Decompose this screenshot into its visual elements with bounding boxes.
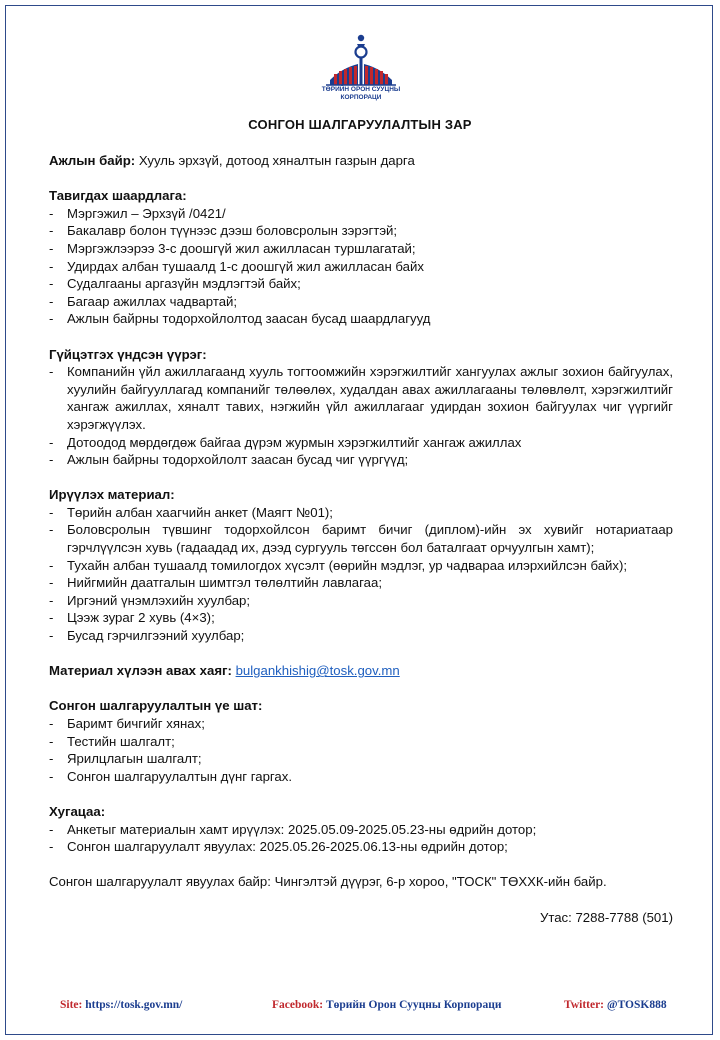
document-body bbox=[49, 152, 673, 926]
deadline-list bbox=[49, 821, 673, 856]
list-item: - Цээж зураг 2 хувь (4×3); bbox=[49, 609, 673, 627]
list-item: - Сонгон шалгаруулалтын дүнг гаргах. bbox=[49, 768, 673, 786]
duties-list bbox=[49, 363, 673, 469]
footer-twitter[interactable] bbox=[564, 999, 667, 1011]
footer-facebook-value: Төрийн Орон Сууцны Корпораци bbox=[323, 999, 502, 1011]
document-title: СОНГОН ШАЛГАРУУЛАЛТЫН ЗАР bbox=[248, 117, 472, 132]
phone-number: Утас: 7288-7788 (501) bbox=[539, 909, 673, 925]
contact-email-link[interactable]: bulgankhishig@tosk.gov.mn bbox=[235, 663, 400, 679]
list-item: - Удирдах албан тушаалд 1-с доошгүй жил ажилласан байх bbox=[49, 258, 673, 276]
list-item: - Иргэний үнэмлэхийн хуулбар; bbox=[49, 592, 673, 610]
requirements-heading: Тавигдах шаардлага: bbox=[49, 188, 187, 204]
footer-site-value: https://tosk.gov.mn/ bbox=[82, 999, 183, 1011]
list-item: - Баримт бичгийг хянах; bbox=[49, 715, 673, 733]
stages-heading: Сонгон шалгаруулалтын үе шат: bbox=[49, 698, 263, 714]
list-item: - Боловсролын түвшинг тодорхойлсон баримт бичиг (диплом)-ийн эх хувийг нотариатаар гэрчлүүлсэн хувь (гадаадад их, дээд сургууль төгссөн бол баталгаат орчуулгын хамт); bbox=[49, 521, 673, 556]
position-label: Ажлын байр: bbox=[49, 153, 136, 168]
footer-site-label: Site: bbox=[60, 999, 83, 1011]
list-item: - Сонгон шалгаруулалт явуулах: 2025.05.26-2025.06.13-ны өдрийн дотор; bbox=[49, 838, 673, 856]
requirements-list bbox=[49, 205, 673, 328]
list-item: - Ярилцлагын шалгалт; bbox=[49, 750, 673, 768]
list-item: - Нийгмийн даатгалын шимтгэл төлөлтийн лавлагаа; bbox=[49, 574, 673, 592]
footer-facebook-label: Facebook: bbox=[272, 999, 324, 1011]
footer-site[interactable] bbox=[60, 999, 182, 1011]
materials-list bbox=[49, 504, 673, 645]
deadline-heading: Хугацаа: bbox=[49, 803, 106, 819]
list-item: - Тухайн албан тушаалд томилогдох хүсэлт (өөрийн мэдлэг, ур чадвараа илэрхийлсэн байх); bbox=[49, 557, 673, 575]
logo-caption-line2: КОРПОРАЦИ bbox=[340, 94, 382, 101]
stages-list bbox=[49, 715, 673, 785]
list-item: - Багаар ажиллах чадвартай; bbox=[49, 293, 673, 311]
list-item: - Мэргэжил – Эрхзүй /0421/ bbox=[49, 205, 673, 223]
footer-twitter-label: Twitter: bbox=[564, 999, 605, 1011]
list-item: - Дотоодод мөрдөгдөж байгаа дүрэм журмын хэрэгжилтийг хангаж ажиллах bbox=[49, 434, 673, 452]
materials-heading: Ирүүлэх материал: bbox=[49, 487, 175, 503]
list-item: - Ажлын байрны тодорхойлолт заасан бусад чиг үүргүүд; bbox=[49, 451, 673, 469]
position-value: Хууль эрхзүй, дотоод хяналтын газрын дарга bbox=[135, 153, 415, 168]
list-item: - Ажлын байрны тодорхойлолтод заасан бусад шаардлагууд bbox=[49, 310, 673, 328]
contact-line bbox=[49, 662, 673, 680]
list-item: - Мэргэжлээрээ 3-с доошгүй жил ажилласан туршлагатай; bbox=[49, 240, 673, 258]
footer bbox=[0, 999, 720, 1017]
logo-caption-line1: ТӨРИЙН ОРОН СУУЦНЫ bbox=[321, 86, 401, 93]
list-item: - Компанийн үйл ажиллагаанд хууль тогтоомжийн хэрэгжилтийг хангуулах ажлыг зохион байгуулах, хуулийн байгууллагад компанийг төлөөлөх, худалдан авах ажиллагааны төлөвлөлт, хэрэгжилтийг хангаж ажиллах, хяналт тавих, нэгжийн үйл ажиллагааг удирдан зохион байгуулах чиг үүргийг хэрэгжүүлэх. bbox=[49, 363, 673, 433]
footer-facebook[interactable] bbox=[272, 999, 501, 1011]
position-line bbox=[49, 152, 673, 170]
list-item: - Анкетыг материалын хамт ирүүлэх: 2025.05.09-2025.05.23-ны өдрийн дотор; bbox=[49, 821, 673, 839]
duties-heading: Гүйцэтгэх үндсэн үүрэг: bbox=[49, 346, 207, 362]
contact-label: Материал хүлээн авах хаяг: bbox=[49, 663, 232, 679]
list-item: - Бакалавр болон түүнээс дээш боловсролын зэрэгтэй; bbox=[49, 222, 673, 240]
list-item: - Бусад гэрчилгээний хуулбар; bbox=[49, 627, 673, 645]
location-paragraph: Сонгон шалгаруулалт явуулах байр: Чингэлтэй дүүрэг, 6-р хороо, "ТОСК" ТӨХХК-ийн байр. bbox=[49, 874, 607, 890]
list-item: - Судалгааны аргазүйн мэдлэгтэй байх; bbox=[49, 275, 673, 293]
list-item: - Төрийн албан хаагчийн анкет (Маягт №01); bbox=[49, 504, 673, 522]
footer-twitter-value: @TOSK888 bbox=[604, 999, 667, 1011]
list-item: - Тестийн шалгалт; bbox=[49, 733, 673, 751]
logo-caption bbox=[318, 86, 404, 102]
